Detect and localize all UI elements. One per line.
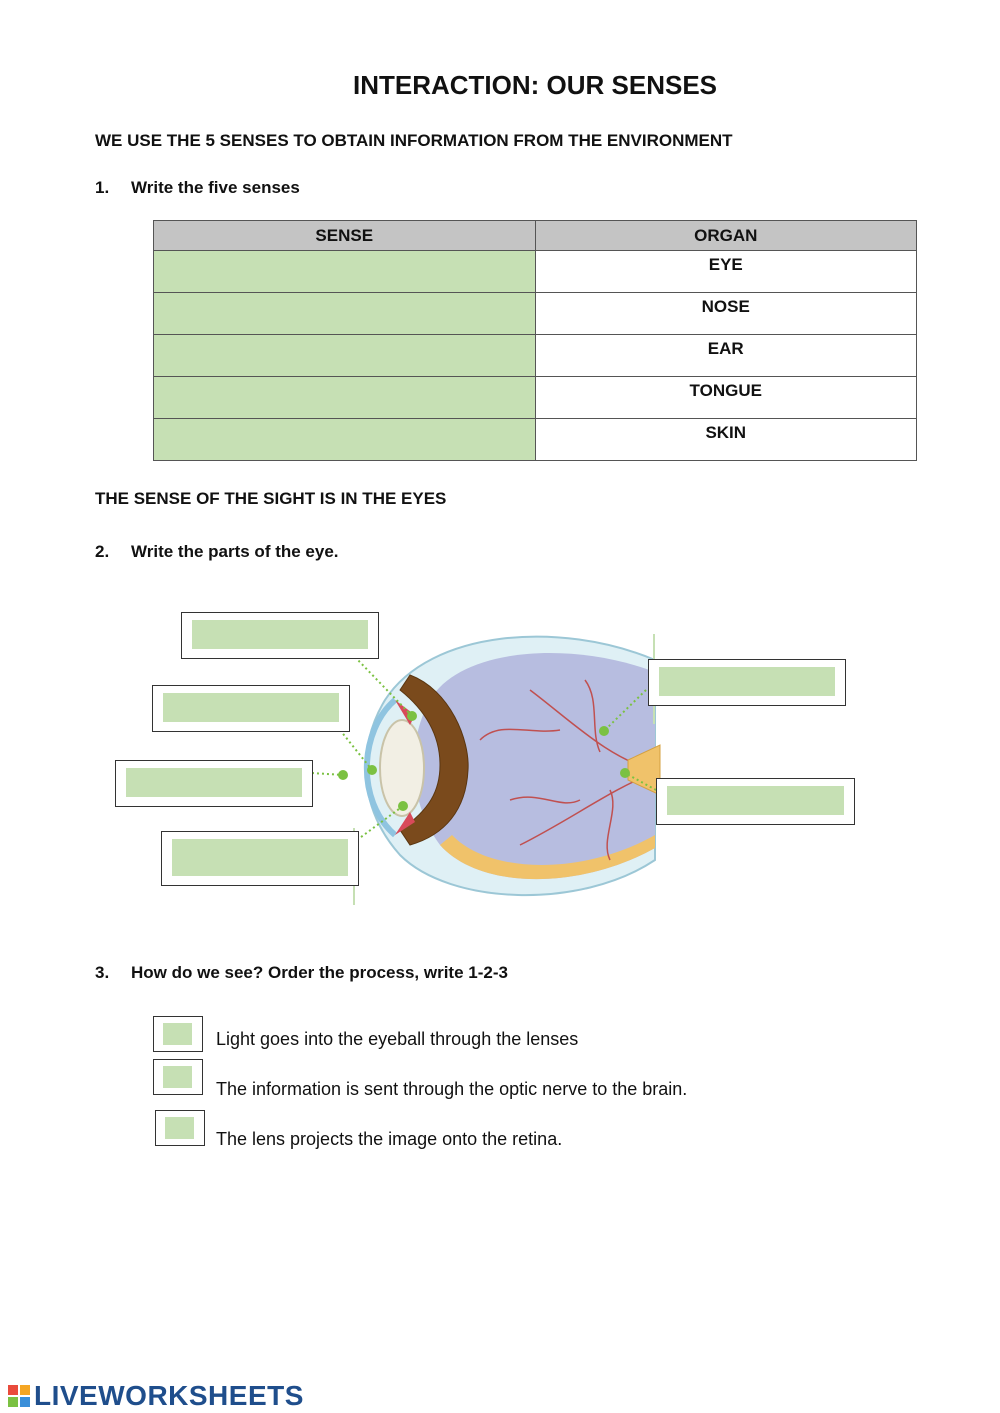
organ-cell: SKIN [535, 419, 917, 461]
footer-brand: LIVEWORKSHEETS [34, 1380, 304, 1411]
sense-answer-field-5[interactable] [154, 419, 536, 461]
order-box-1 [153, 1016, 203, 1052]
eye-part-answer-field-6[interactable] [667, 786, 844, 815]
eye-label-box-1 [181, 612, 379, 659]
sense-answer-field-2[interactable] [154, 293, 536, 335]
table-row [154, 251, 917, 293]
question-2-number: 2. [95, 542, 110, 561]
sense-answer-field-3[interactable] [154, 335, 536, 377]
sight-heading: THE SENSE OF THE SIGHT IS IN THE EYES [95, 489, 447, 508]
organ-cell: EYE [535, 251, 917, 293]
eye-part-answer-field-5[interactable] [659, 667, 835, 696]
organ-cell: EAR [535, 335, 917, 377]
table-row [154, 335, 917, 377]
eye-label-box-4 [161, 831, 359, 886]
process-step-text: The information is sent through the optic nerve to the brain. [216, 1079, 688, 1099]
process-step-text: The lens projects the image onto the retina. [216, 1129, 563, 1149]
header-sense: SENSE [154, 221, 536, 251]
order-box-2 [153, 1059, 203, 1095]
sense-answer-field-1[interactable] [154, 251, 536, 293]
logo-grid-icon [8, 1385, 30, 1407]
table-header-row [154, 221, 917, 251]
question-2-text: Write the parts of the eye. [131, 542, 339, 561]
eye-part-answer-field-3[interactable] [126, 768, 302, 797]
process-step-text: Light goes into the eyeball through the lenses [216, 1029, 579, 1049]
order-answer-field-3[interactable] [165, 1117, 194, 1139]
page-title: INTERACTION: OUR SENSES [352, 70, 718, 100]
organ-cell: NOSE [535, 293, 917, 335]
eye-part-answer-field-4[interactable] [172, 839, 348, 876]
organ-cell: TONGUE [535, 377, 917, 419]
sense-answer-field-4[interactable] [154, 377, 536, 419]
order-answer-field-1[interactable] [163, 1023, 192, 1045]
order-answer-field-2[interactable] [163, 1066, 192, 1088]
senses-table [153, 220, 917, 461]
header-organ: ORGAN [535, 221, 917, 251]
eye-label-box-2 [152, 685, 350, 732]
question-1 [95, 178, 300, 198]
eye-part-answer-field-2[interactable] [163, 693, 339, 722]
eye-label-box-3 [115, 760, 313, 807]
table-row [154, 293, 917, 335]
order-box-3 [155, 1110, 205, 1146]
intro-heading: WE USE THE 5 SENSES TO OBTAIN INFORMATION FROM THE ENVIRONMENT [95, 131, 733, 150]
liveworksheets-logo [8, 1380, 304, 1412]
eye-label-box-6 [656, 778, 855, 825]
question-3 [95, 963, 508, 983]
question-1-text: Write the five senses [131, 178, 300, 197]
question-3-text: How do we see? Order the process, write 1-2-3 [131, 963, 508, 982]
table-row [154, 377, 917, 419]
question-2 [95, 542, 339, 562]
question-3-number: 3. [95, 963, 110, 982]
question-1-number: 1. [95, 178, 110, 197]
eye-part-answer-field-1[interactable] [192, 620, 368, 649]
eye-label-box-5 [648, 659, 846, 706]
table-row [154, 419, 917, 461]
